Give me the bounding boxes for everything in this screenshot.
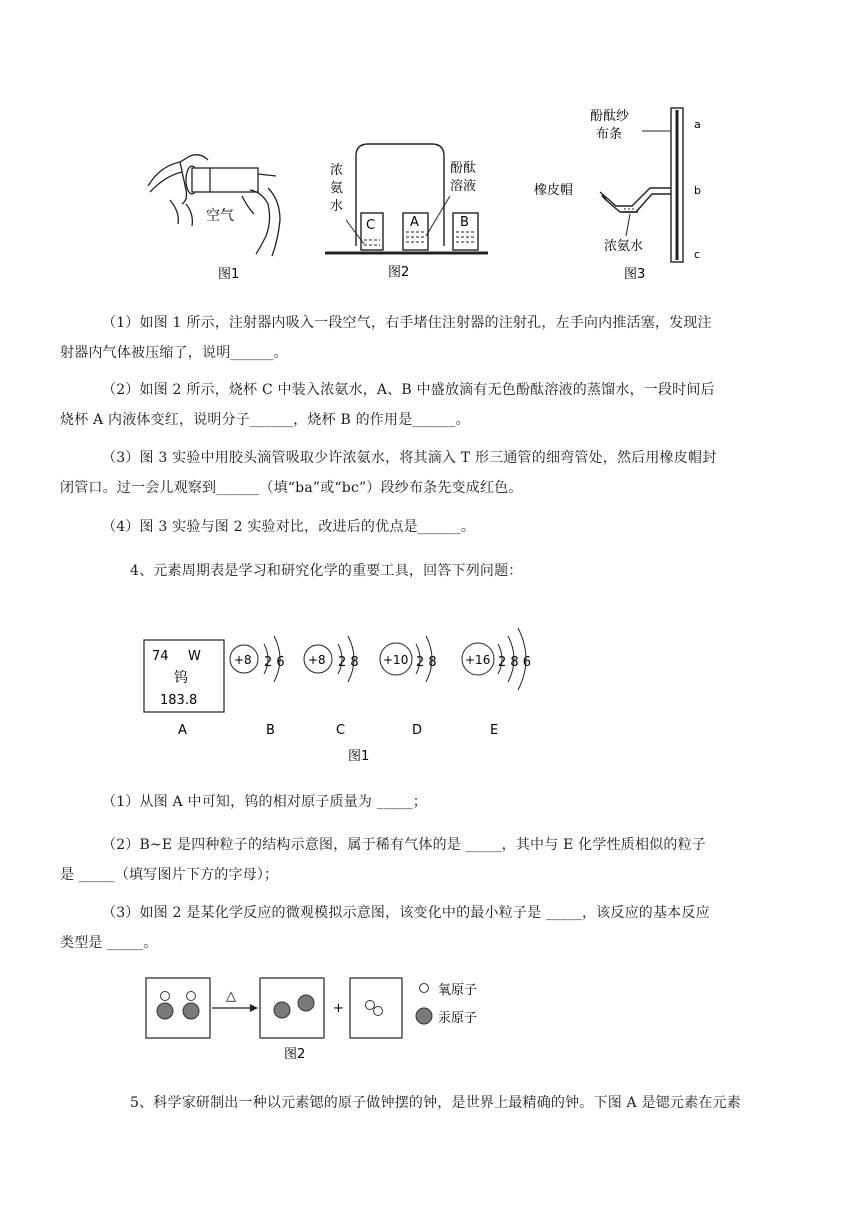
beaker-b-label: B — [460, 215, 469, 230]
q3-part-4 — [102, 512, 802, 542]
svg-text:+8: +8 — [234, 653, 252, 667]
q4-part-2-line-2: 是 _____（填写图片下方的字母）； — [60, 867, 279, 883]
q4-figure-2 — [140, 972, 520, 1064]
figure-3-caption: 图3 — [624, 267, 646, 282]
ammonia-label-1: 浓 — [330, 163, 344, 178]
q3-part-3 — [60, 443, 802, 503]
label-c: C — [336, 723, 346, 738]
q4-stem: 4、元素周期表是学习和研究化学的重要工具，回答下列问题： — [130, 563, 523, 579]
svg-text:2 8 6: 2 8 6 — [498, 655, 532, 670]
q4-figure-2-caption: 图2 — [284, 1047, 306, 1062]
figure-1-caption: 图1 — [218, 267, 240, 282]
q4-part-3-line-2: 类型是 _____。 — [60, 935, 158, 951]
svg-text:+8: +8 — [308, 653, 326, 667]
legend-oxygen-icon — [420, 984, 429, 993]
q4-part-2 — [60, 830, 802, 890]
element-mass: 183.8 — [160, 693, 198, 708]
q4-part-1-line-1: （1）从图 A 中可知，钨的相对原子质量为 _____； — [102, 794, 427, 810]
label-e: E — [490, 723, 499, 738]
product-box-1 — [260, 978, 324, 1038]
phenolphthalein-label-2: 溶液 — [450, 179, 477, 194]
q3-part-1-line-2: 射器内气体被压缩了，说明______。 — [60, 345, 288, 361]
atom-c — [304, 636, 359, 682]
atom-b — [230, 636, 285, 682]
q3-part-2-line-1: （2）如图 2 所示，烧杯 C 中装入浓氨水，A、B 中盛放滴有无色酚酞溶液的蒸馏水，一段时间后 — [102, 382, 715, 398]
legend-oxygen-label: 氧原子 — [438, 983, 478, 998]
heat-symbol: △ — [226, 989, 236, 1004]
svg-text:2 8: 2 8 — [338, 655, 359, 670]
cloth-label-1: 酚酞纱 — [590, 109, 630, 124]
label-d: D — [412, 723, 423, 738]
ammonia-label-fig3: 浓氨水 — [604, 239, 644, 254]
figure-1-syringe — [148, 155, 280, 256]
q4-part-1 — [102, 787, 802, 817]
figure-2-caption: 图2 — [388, 265, 410, 280]
q3-part-3-line-1: （3）图 3 实验中用胶头滴管吸取少许浓氨水，将其滴入 T 形三通管的细弯管处，然后用橡皮帽封 — [102, 450, 717, 466]
q4-figure-1 — [140, 614, 600, 774]
legend-mercury-icon — [416, 1008, 432, 1024]
rubber-cap-label: 橡皮帽 — [534, 183, 574, 198]
q3-part-4-line-1: （4）图 3 实验与图 2 实验对比，改进后的优点是______。 — [102, 519, 476, 535]
label-a: A — [178, 723, 187, 738]
beaker-c-label: C — [366, 218, 376, 233]
plus-sign: + — [333, 1001, 344, 1016]
cloth-label-2: 布条 — [596, 127, 623, 142]
svg-text:2 6: 2 6 — [264, 655, 285, 670]
svg-text:+10: +10 — [383, 653, 409, 667]
q4-figure-1-caption: 图1 — [348, 749, 370, 764]
label-b: B — [266, 723, 275, 738]
q5-stem: 5、科学家研制出一种以元素锶的原子做钟摆的钟，是世界上最精确的钟。下图 A 是锶元素在元素 — [130, 1095, 741, 1111]
svg-text:+16: +16 — [465, 653, 491, 667]
ammonia-label-2: 氨 — [330, 181, 344, 196]
q3-part-3-line-2: 闭管口。过一会儿观察到______（填“ba”或“bc”）段纱布条先变成红色。 — [60, 480, 523, 496]
svg-text:2 8: 2 8 — [416, 655, 437, 670]
element-number: 74 — [152, 649, 169, 664]
element-symbol: W — [188, 649, 201, 664]
q4-part-2-line-1: （2）B~E 是四种粒子的结构示意图，属于稀有气体的是 _____，其中与 E 化学性质相似的粒子 — [102, 837, 706, 853]
q3-part-2 — [60, 375, 802, 435]
experiment-figures — [130, 96, 730, 286]
phenolphthalein-label-1: 酚酞 — [450, 161, 477, 176]
q3-part-1-line-1: （1）如图 1 所示，注射器内吸入一段空气，右手堵住注射器的注射孔，左手向内推活塞，发现注 — [102, 315, 712, 331]
reactant-box — [146, 978, 210, 1038]
mark-a: a — [694, 118, 701, 131]
atom-e — [462, 628, 531, 690]
atom-d — [380, 636, 437, 682]
figure-1-air-label: 空气 — [206, 208, 234, 224]
legend-mercury-label: 汞原子 — [438, 1011, 478, 1026]
q4-part-3-line-1: （3）如图 2 是某化学反应的微观模拟示意图，该变化中的最小粒子是 _____，该反应的基本反应 — [102, 905, 710, 921]
q3-part-1 — [60, 308, 802, 368]
q3-part-2-line-2: 烧杯 A 内液体变红，说明分子______，烧杯 B 的作用是______。 — [60, 412, 470, 428]
q4-part-3 — [60, 898, 802, 958]
beaker-a-label: A — [410, 215, 419, 230]
mark-b: b — [694, 184, 701, 197]
mark-c: c — [694, 248, 701, 261]
element-name: 钨 — [174, 670, 188, 686]
ammonia-label-3: 水 — [330, 199, 344, 214]
